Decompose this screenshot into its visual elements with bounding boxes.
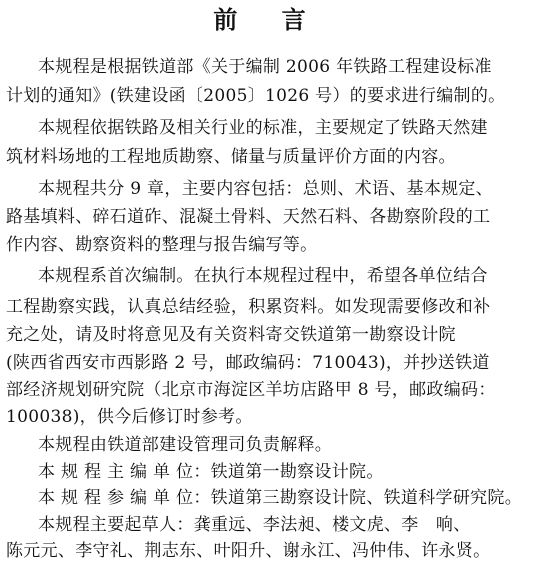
text-line: 本规程由铁道部建设管理司负责解释。 (38, 435, 333, 455)
text-line: 工程勘察实践，认真总结经验，积累资料。如发现需要修改和补 (6, 297, 491, 317)
text-line: 部经济规划研究院（北京市海淀区羊坊店路甲 8 号，邮政编码： (6, 380, 496, 400)
text-line: 本 规 程 主 编 单 位：铁道第一勘察设计院。 (38, 462, 384, 482)
text-line: 本规程共分 9 章，主要内容包括：总则、术语、基本规定、 (38, 179, 494, 199)
text-line: 路基填料、碎石道砟、混凝土骨料、天然石料、各勘察阶段的工 (6, 207, 491, 227)
text-line: 本规程是根据铁道部《关于编制 2006 年铁路工程建设标准 (38, 57, 492, 77)
text-line: 本规程主要起草人：龚重远、李法昶、楼文虎、李 响、 (38, 515, 471, 535)
text-line: 本规程依据铁路及相关行业的标准，主要规定了铁路天然建 (38, 118, 488, 138)
text-line: 充之处，请及时将意见及有关资料寄交铁道第一勘察设计院 (6, 325, 456, 345)
text-line: 100038)，供今后修订时参考。 (6, 407, 253, 427)
page-title: 前 言 (213, 6, 324, 34)
text-line: 本规程系首次编制。在执行本规程过程中，希望各单位结合 (38, 266, 488, 286)
text-line: 筑材料场地的工程地质勘察、储量与质量评价方面的内容。 (6, 147, 456, 167)
text-line: 计划的通知》(铁建设函〔2005〕1026 号）的要求进行编制的。 (6, 86, 506, 106)
text-line: 陈元元、李守礼、荆志东、叶阳升、谢永江、冯仲伟、许永贤。 (6, 541, 491, 561)
text-line: 本 规 程 参 编 单 位：铁道第三勘察设计院、铁道科学研究院。 (38, 488, 523, 508)
text-line: 作内容、勘察资料的整理与报告编写等。 (6, 235, 318, 255)
text-line: (陕西省西安市西影路 2 号，邮政编码：710043)，并抄送铁道 (6, 353, 490, 373)
